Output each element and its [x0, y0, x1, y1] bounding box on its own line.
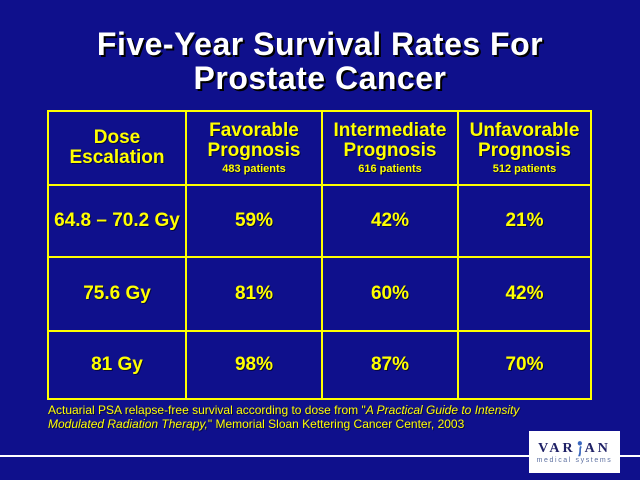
survival-rates-table [47, 110, 592, 400]
header-line1: Favorable [209, 120, 299, 141]
varian-logo [529, 431, 620, 473]
brand-left: VAR [538, 440, 576, 456]
header-intermediate-prognosis [323, 112, 459, 186]
slide-title [0, 27, 640, 95]
patients-count: 512 patients [492, 163, 557, 175]
cell-row2-intermediate: 60% [323, 258, 459, 332]
patients-count: 616 patients [358, 163, 422, 175]
header-unfavorable-prognosis [459, 112, 590, 186]
cell-row3-unfavorable: 70% [505, 354, 544, 375]
cell-row1-favorable: 59% [187, 186, 323, 258]
patients-count: 483 patients [222, 163, 286, 175]
brand-right: AN [584, 440, 611, 456]
header-line2: Escalation [69, 147, 165, 168]
header-line2: Prognosis [343, 140, 437, 161]
cell-row2-dose: 75.6 Gy [49, 258, 187, 332]
cell-row1-dose: 64.8 – 70.2 Gy [49, 186, 187, 258]
header-line2: Prognosis [207, 140, 301, 161]
cell-row1-intermediate: 42% [323, 186, 459, 258]
header-line2: Prognosis [478, 140, 571, 161]
title-line1: Five-Year Survival Rates For [96, 26, 544, 62]
footnote [48, 403, 593, 431]
header-dose-escalation [49, 112, 187, 186]
footnote-citation-italic: Modulated Radiation Therapy, [48, 417, 208, 431]
footnote-text: Actuarial PSA relapse-free survival according to dose from " [48, 403, 366, 417]
header-line1: Dose [93, 127, 141, 148]
header-favorable-prognosis [187, 112, 323, 186]
footnote-text: " Memorial Sloan Kettering Cancer Center, 2003 [207, 417, 465, 431]
cell-row3-intermediate: 87% [323, 332, 459, 398]
cell-row2-unfavorable: 42% [459, 258, 590, 332]
header-line1: Intermediate [333, 120, 447, 141]
title-line2: Prostate Cancer [193, 60, 447, 96]
footnote-citation-italic: A Practical Guide to Intensity [365, 403, 520, 417]
varian-wordmark [538, 441, 611, 456]
cell-row3-favorable: 98% [187, 332, 323, 398]
varian-tagline: medical systems [536, 456, 613, 464]
varian-figure-icon [575, 441, 584, 457]
header-line1: Unfavorable [469, 120, 580, 141]
cell-row1-unfavorable: 21% [459, 186, 590, 258]
cell-row3-dose: 81 Gy [49, 332, 187, 398]
cell-row2-favorable: 81% [187, 258, 323, 332]
